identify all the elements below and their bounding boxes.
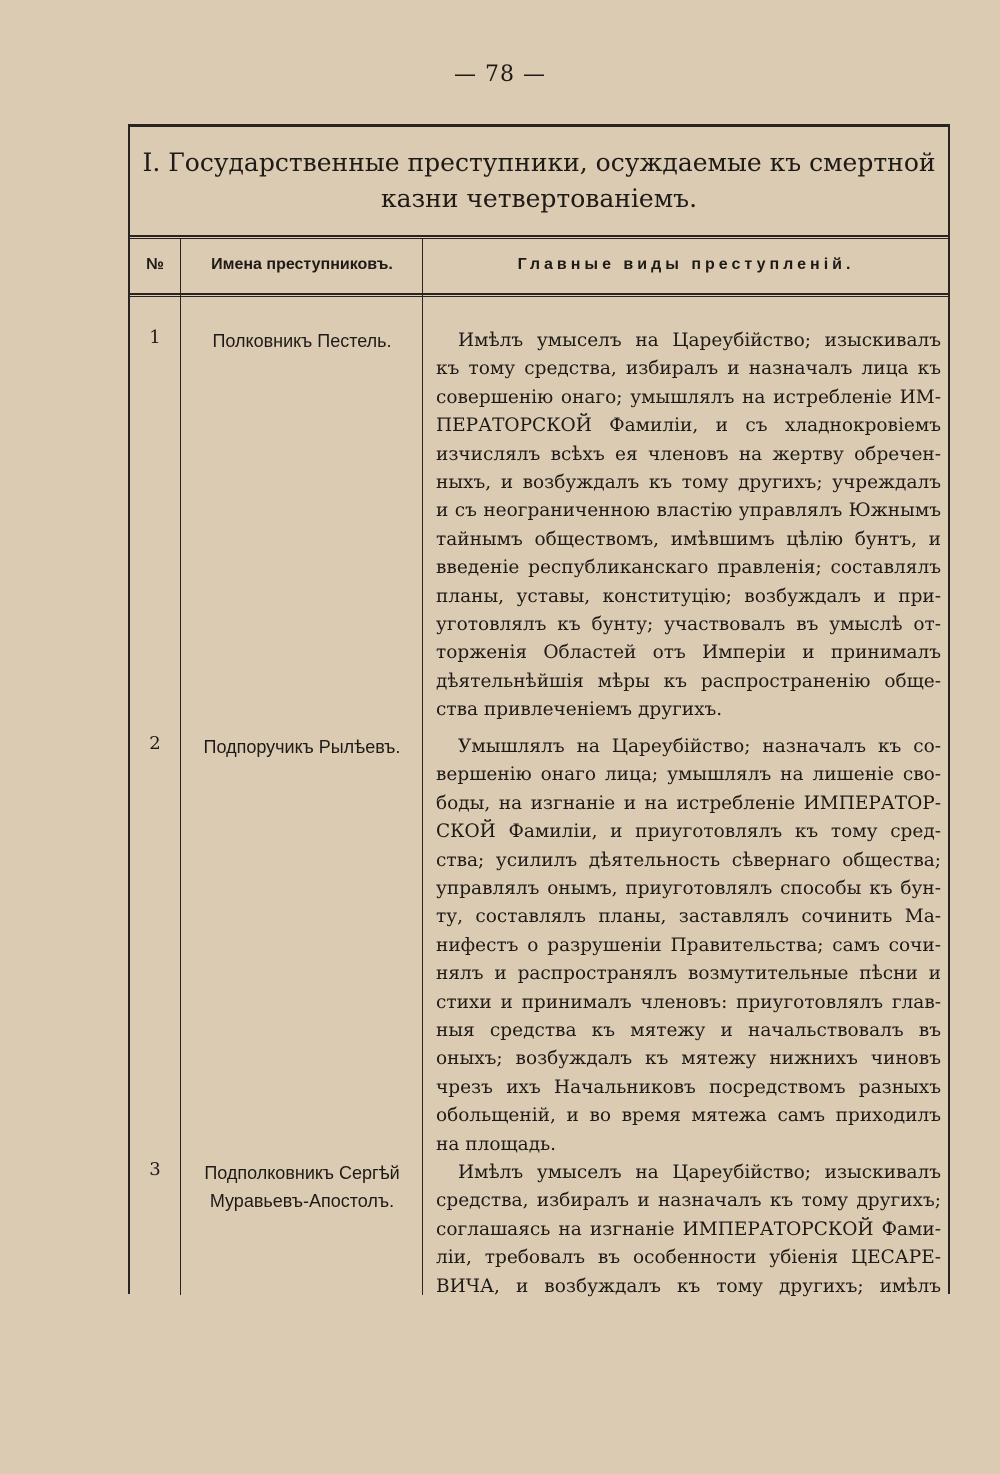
crime-line: нялъ и распространялъ возмутительные пѣсни и bbox=[436, 963, 941, 985]
row-number: 2 bbox=[149, 733, 161, 754]
crime-line: и съ неограниченною властію управлялъ Южнымъ bbox=[436, 500, 941, 522]
crime-line: ныхъ, и возбуждалъ къ тому другихъ; учреждалъ bbox=[436, 472, 941, 494]
crime-line: управлялъ онымъ, приуготовлялъ способы къ бун- bbox=[436, 878, 941, 900]
crime-description bbox=[436, 1159, 941, 1301]
crime-line: обольщеній, и во время мятежа самъ приходилъ bbox=[436, 1105, 941, 1127]
crime-line: ту, составлялъ планы, заставлялъ сочинить Ма- bbox=[436, 906, 941, 928]
crime-line: ныя средства къ мятежу и начальствовалъ въ bbox=[436, 1020, 941, 1042]
crime-line: планы, уставы, конституцію; возбуждалъ и при- bbox=[436, 585, 941, 607]
crime-line: изчислялъ всѣхъ ея членовъ на жертву обречен- bbox=[436, 443, 941, 465]
criminal-name bbox=[182, 327, 422, 355]
header-names: Имена преступниковъ. bbox=[211, 256, 393, 273]
crime-line: Имѣлъ умыселъ на Цареубійство; изыскивалъ bbox=[458, 1162, 941, 1183]
crime-line: ВИЧА, и возбуждалъ къ тому другихъ; имѣлъ bbox=[436, 1275, 941, 1297]
crime-line: СКОЙ Фамиліи, и приуготовлялъ къ тому сред- bbox=[436, 821, 941, 843]
page-number: — 78 — bbox=[454, 62, 546, 87]
crime-line: нифестъ о разрушеніи Правительства; самъ сочи- bbox=[436, 934, 941, 956]
header-crimes: Главные виды преступленій. bbox=[517, 256, 855, 273]
column-divider-names bbox=[422, 239, 423, 1295]
crime-line: уготовлялъ къ бунту; участвовалъ въ умыслѣ от- bbox=[436, 614, 941, 636]
row-number: 1 bbox=[149, 327, 161, 348]
crime-line: къ тому средства, избиралъ и назначалъ лица къ bbox=[436, 358, 941, 380]
row-number: 3 bbox=[149, 1159, 161, 1180]
table-frame bbox=[128, 124, 950, 1297]
title-line-1: I. Государственные преступники, осуждаемые къ смертной bbox=[142, 148, 936, 177]
crime-description bbox=[436, 733, 941, 1159]
crime-line: введеніе республиканскаго правленія; составлялъ bbox=[436, 557, 941, 579]
crime-line: ства; усилилъ дѣятельность сѣвернаго общества; bbox=[436, 849, 941, 871]
crime-line: оныхъ; возбуждалъ къ мятежу нижнихъ чиновъ bbox=[436, 1048, 941, 1070]
crime-line: ства привлеченіемъ другихъ. bbox=[436, 699, 723, 721]
crime-line: на площадь. bbox=[436, 1133, 557, 1155]
crime-line: торженія Областей отъ Имперіи и принималъ bbox=[436, 642, 941, 664]
crime-line: ліи, требовалъ въ особенности убіенія ЦЕСАРЕ- bbox=[436, 1247, 941, 1269]
crime-line: тайнымъ обществомъ, имѣвшимъ цѣлію бунтъ, и bbox=[436, 528, 941, 550]
page-title bbox=[130, 145, 948, 217]
crime-line: соглашаясь на изгнаніе ИМПЕРАТОРСКОЙ Фами- bbox=[436, 1218, 941, 1240]
crime-line: стихи и принималъ членовъ: приуготовлялъ глав- bbox=[436, 991, 941, 1013]
criminal-name bbox=[182, 733, 422, 761]
crime-description bbox=[436, 327, 941, 725]
name-line: Подполковникъ Сергѣй bbox=[204, 1163, 400, 1183]
title-line-2: казни четвертованіемъ. bbox=[380, 184, 698, 213]
crime-line: боды, на изгнаніе и на истребленіе ИМПЕРАТОР- bbox=[436, 792, 941, 814]
name-line: Полковникъ Пестель. bbox=[212, 331, 392, 351]
header-bottom-rule bbox=[130, 293, 948, 297]
name-line: Муравьевъ-Апостолъ. bbox=[209, 1191, 395, 1211]
column-divider-num bbox=[180, 239, 181, 1295]
crime-line: совершенію онаго; умышлялъ на истребленіе ИМ- bbox=[436, 386, 941, 408]
crime-line: Умышлялъ на Цареубійство; назначалъ къ со- bbox=[458, 736, 941, 757]
crime-line: чрезъ ихъ Начальниковъ посредствомъ разныхъ bbox=[436, 1076, 941, 1098]
crime-line: средства, избиралъ и назначалъ къ тому другихъ; bbox=[436, 1190, 941, 1212]
criminal-name bbox=[182, 1159, 422, 1215]
crime-line: вершенію онаго лица; умышлялъ на лишеніе сво- bbox=[436, 764, 941, 786]
header-num: № bbox=[146, 256, 164, 273]
crime-line: ПЕРАТОРСКОЙ Фамиліи, и съ хладнокровіемъ bbox=[436, 415, 941, 437]
name-line: Подпоручикъ Рылѣевъ. bbox=[203, 737, 401, 757]
crime-line: дѣятельнѣйшія мѣры къ распространенію обще- bbox=[436, 670, 941, 692]
crime-line: Имѣлъ умыселъ на Цареубійство; изыскивалъ bbox=[458, 330, 941, 351]
